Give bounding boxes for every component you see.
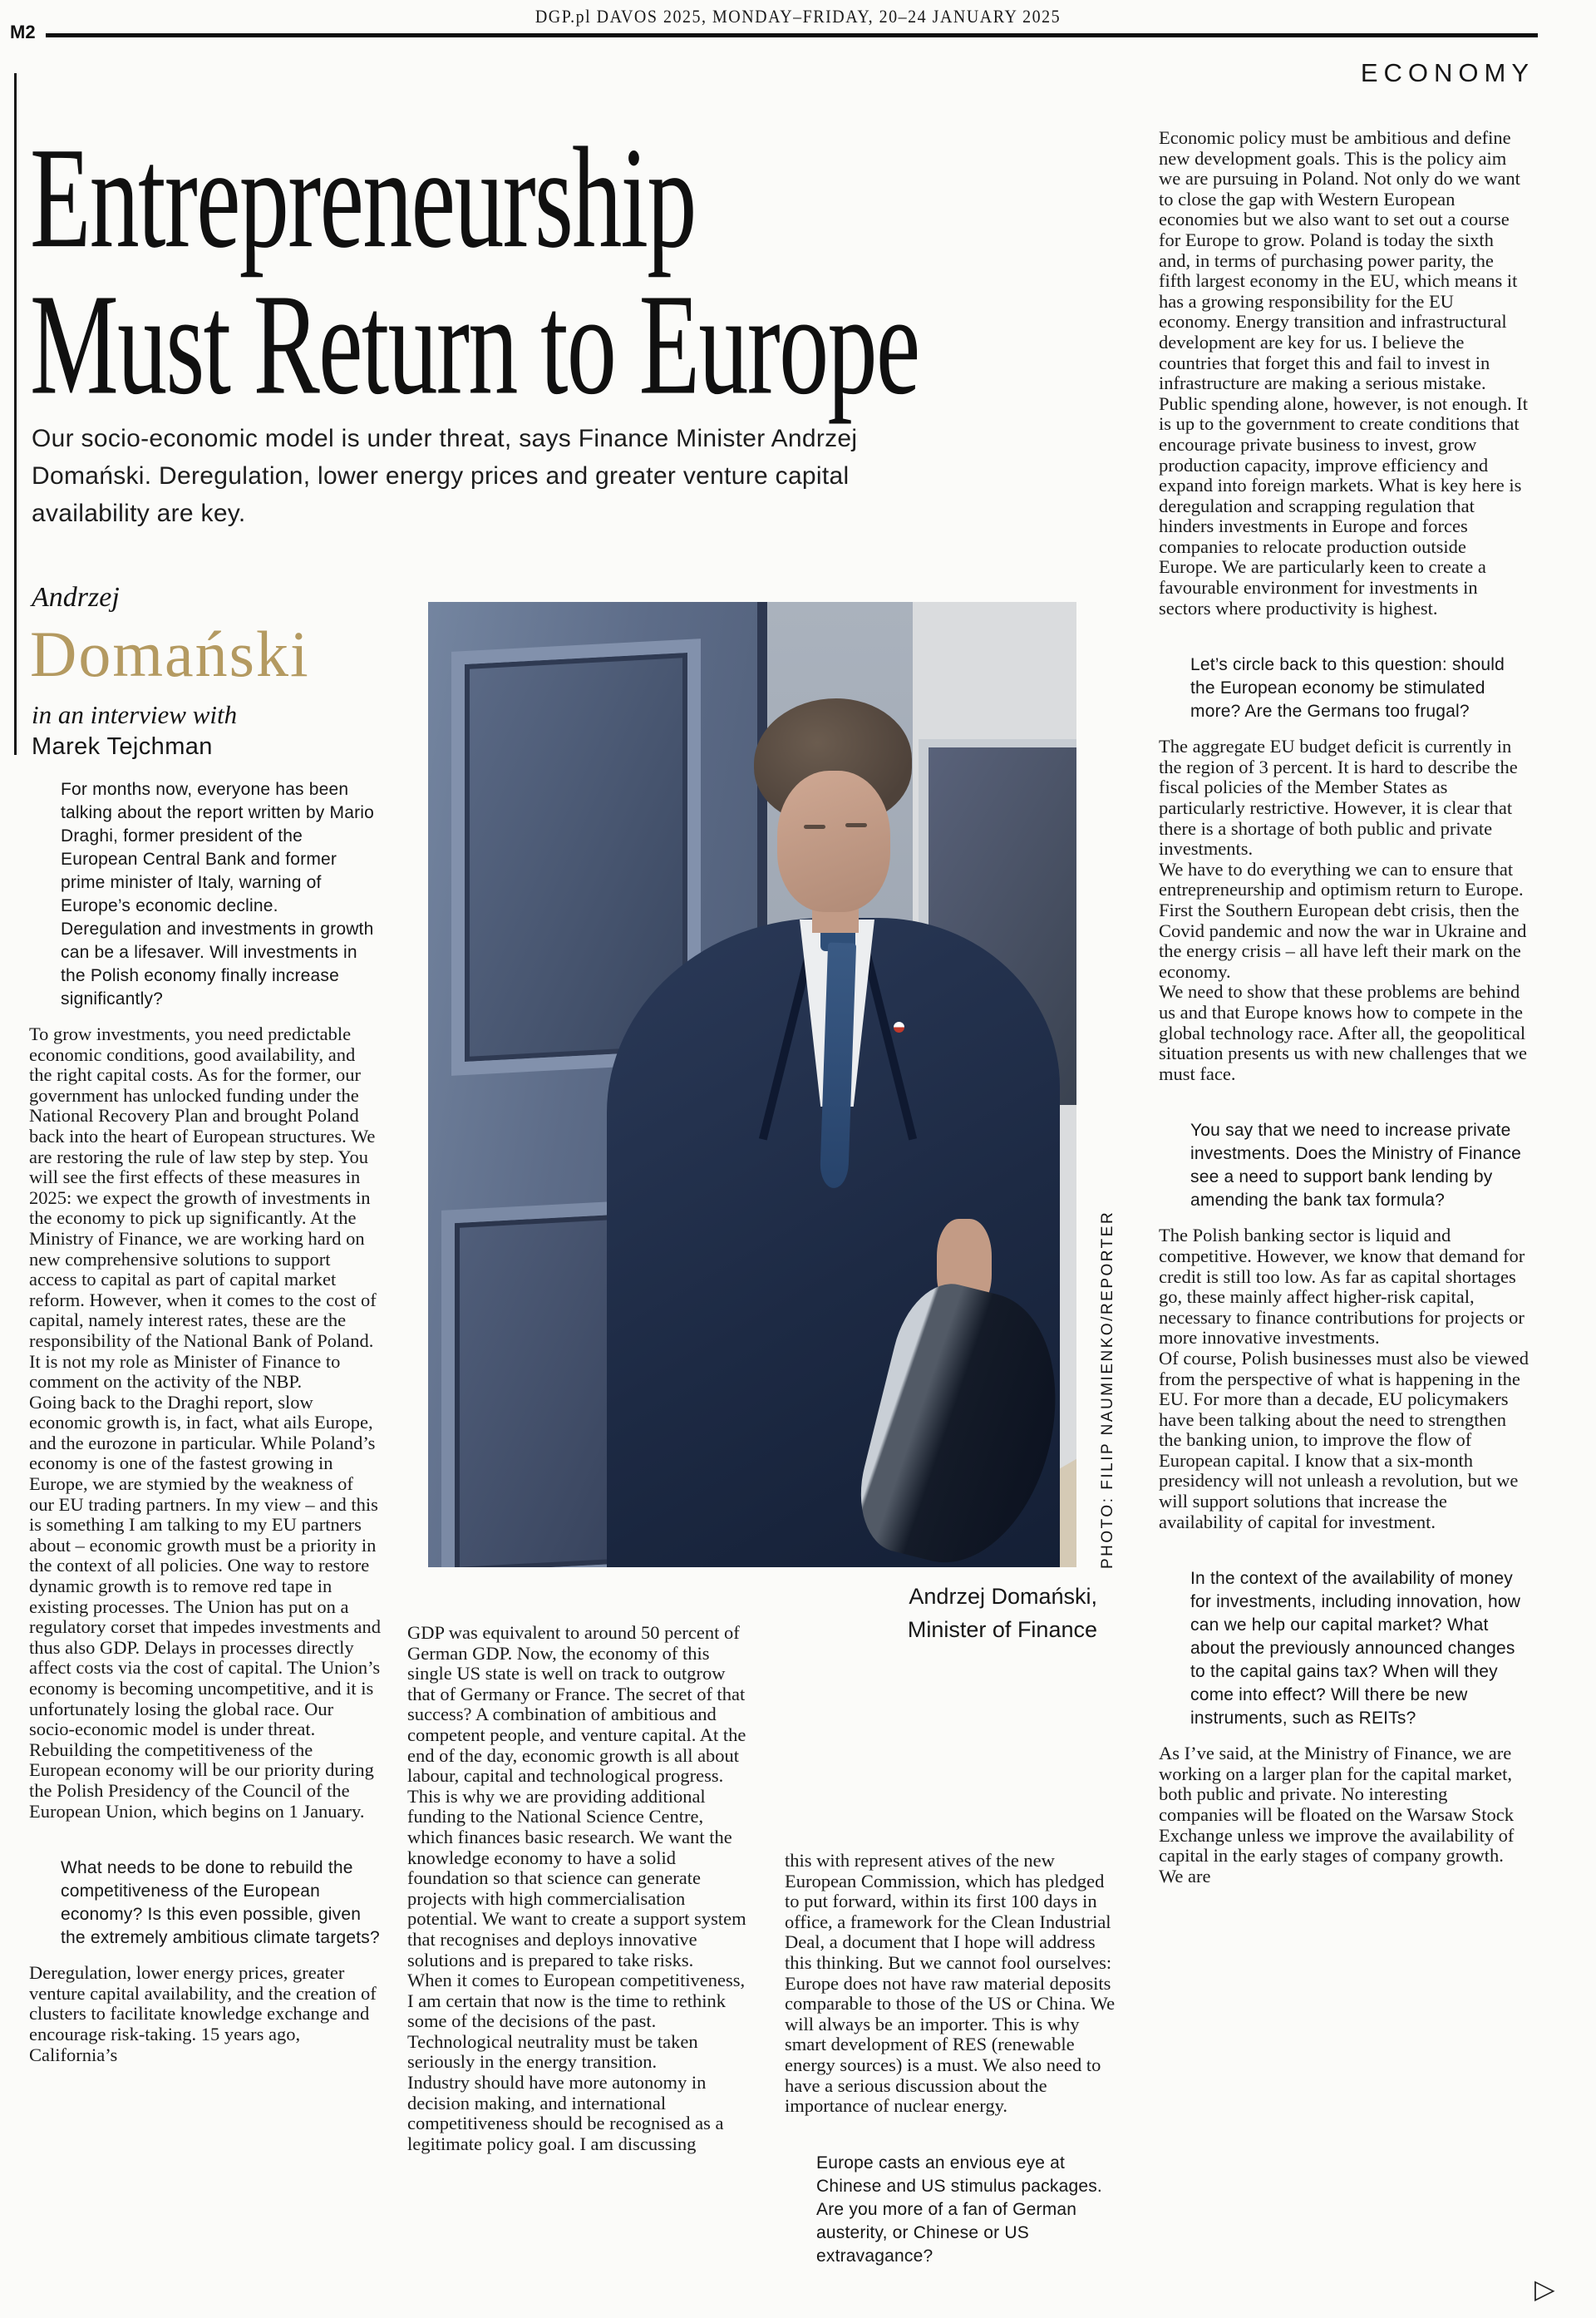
article-headline (30, 117, 961, 425)
byline-last-name: Domański (30, 618, 310, 690)
answer-paragraph: Industry should have more autonomy in decision making, and international competitiveness should be recognised as a legitimate policy goal. I am discussing (407, 2072, 724, 2154)
continuation-triangle-icon: ▷ (1534, 2273, 1555, 2305)
answer-paragraph: We have to do everything we can to ensure that entrepreneurship and optimism return to Europe. First the Southern European debt crisis, then the Covid pandemic and now the war in Ukraine and the energy crisis – all have left their mark on the economy. (1159, 858, 1527, 982)
question-paragraph: You say that we need to increase private investments. Does the Ministry of Finance see a need to support bank lending by amending the bank tax formula? (1190, 1121, 1522, 1211)
headline-line-1: Entrepreneurship (30, 117, 696, 279)
standfirst: Our socio-economic model is under threat, says Finance Minister Andrzej Domański. Deregulation, lower energy prices and greater venture capital availability are key. (32, 425, 858, 527)
photo-face (777, 771, 890, 912)
answer-paragraph: Deregulation, lower energy prices, greater venture capital availability, and the creation of clusters to facilitate knowledge exchange and encourage risk-taking. 15 years ago, California’s (29, 1962, 377, 2065)
byline-interviewer: Marek Tejchman (32, 733, 213, 760)
answer-paragraph: To grow investments, you need predictable economic conditions, good availability, and the right capital costs. As for the former, our government has unlocked funding under the National Recovery Plan and brought Poland back into the heart of European structures. We are restoring the rule of law step by step. You will see the first effects of these measures in 2025: we expect the growth of investments in the economy to pick up significantly. At the Ministry of Finance, we are working hard on new comprehensive solutions to support access to capital as part of capital market reform. However, when it comes to the cost of capital, namely interest rates, these are the responsibility of the National Bank of Poland. It is not my role as Minister of Finance to comment on the activity of the NBP. (29, 1023, 377, 1393)
byline-rule (14, 73, 17, 755)
photo-credit: PHOTO: FILIP NAUMIENKO/REPORTER (1099, 1210, 1116, 1569)
answer-paragraph: The aggregate EU budget deficit is currently in the region of 3 percent. It is hard to describe the fiscal policies of the Member States as particularly restrictive. However, it is clear that there is a shortage of both public and private investments. (1159, 736, 1518, 860)
headline-line-2: Must Return to Europe (30, 264, 919, 425)
photo-caption-line-1: Andrzej Domański, (909, 1584, 1097, 1609)
photo-lapel-pin (894, 1022, 904, 1033)
section-label: ECONOMY (1360, 58, 1534, 87)
question-paragraph: Europe casts an envious eye at Chinese and US stimulus packages. Are you more of a fan of German austerity, or Chinese or US extravagance? (816, 2153, 1102, 2266)
question-paragraph: What needs to be done to rebuild the competitiveness of the European economy? Is this even possible, given the extremely ambitious climate targets? (61, 1858, 380, 1948)
photo-brow-right (845, 823, 867, 827)
answer-paragraph: Economic policy must be ambitious and define new development goals. This is the policy aim we are pursuing in Poland. Not only do we want to close the gap with Western European economies but we also want to set out a course for Europe to grow. Poland is today the sixth and, in terms of purchasing power parity, the fifth largest economy in the EU, which means it has a growing responsibility for the EU economy. Energy transition and infrastructural development are key for us. I believe the countries that forget this and fail to invest in infrastructure are making a serious mistake. Public spending alone, however, is not enough. It is up to the government to create conditions that encourage private business to invest, grow production capacity, improve efficiency and expand into foreign markets. What is key here is deregulation and scrapping regulation that hinders investments in Europe and forces companies to relocate production outside Europe. We are particularly keen to create a favourable environment for investments in sectors where productivity is highest. (1159, 127, 1529, 619)
question-paragraph: Let’s circle back to this question: should the European economy be stimulated more? Are the Germans too frugal? (1190, 655, 1505, 722)
answer-paragraph: GDP was equivalent to around 50 percent of German GDP. Now, the economy of this single US state is well on track to outgrow that of Germany or France. The secret of that success? A combination of ambitious and competent people, and venture capital. At the end of the day, economic growth is all about labour, capital and technological progress. This is why we are providing additional funding to the National Science Centre, which finances basic research. We want the knowledge economy to have a solid foundation so that science can generate projects with high commercialisation potential. We want to create a support system that recognises and deploys innovative solutions and is prepared to take risks. (407, 1622, 746, 1970)
answer-paragraph: When it comes to European competitiveness, I am certain that now is the time to rethink some of the decisions of the past. Technological neutrality must be taken seriously in the energy transition. (407, 1970, 746, 2073)
masthead: DGP.pl DAVOS 2025, MONDAY–FRIDAY, 20–24 JANUARY 2025 (534, 7, 1062, 27)
photo-minister (428, 602, 1076, 1567)
byline-interview-label: in an interview with (32, 700, 238, 729)
column-4 (1159, 128, 1530, 1886)
photo-caption (748, 1580, 1097, 1646)
photo-brow-left (804, 825, 825, 829)
answer-paragraph: We need to show that these problems are behind us and that Europe knows how to compete in the global technology race. After all, the geopolitical situation presents us with new challenges that we must face. (1159, 981, 1528, 1084)
header-rule (46, 33, 1538, 37)
question-paragraph: In the context of the availability of money for investments, including innovation, how can we help our capital market? What about the previously announced changes to the capital gains tax? When will they come into effect? Will there be new instruments, such as REITs? (1190, 1569, 1521, 1729)
page-number: M2 (10, 22, 36, 42)
answer-paragraph: Going back to the Draghi report, slow economic growth is, in fact, what ails Europe, and the eurozone in particular. While Poland’s economy is one of the fastest growing in Europe, we are stymied by the weakness of our EU trading partners. In my view – and this is something I am talking to my EU partners about – economic growth must be a priority in the context of all policies. One way to restore dynamic growth is to remove red tape in existing processes. The Union has put on a regulatory corset that impedes investments and thus also GDP. Delays in processes directly affect costs via the cost of capital. The Union’s economy is becoming uncompetitive, and it is unfortunately losing the global race. Our socio-economic model is under threat. Rebuilding the competitiveness of the European economy will be our priority during the Polish Presidency of the Council of the European Union, which begins on 1 January. (29, 1391, 382, 1822)
column-3 (785, 1851, 1117, 2281)
answer-paragraph: The Polish banking sector is liquid and competitive. However, we know that demand for credit is still too low. As far as capital shortages go, these mainly affect higher-risk capital, necessary to finance contributions for projects or more innovative investments. (1159, 1225, 1525, 1349)
column-2 (407, 1623, 748, 2154)
answer-paragraph: As I’ve said, at the Ministry of Finance, we are working on a larger plan for the capital market, both public and private. No interesting companies will be floated on the Warsaw Stock Exchange unless we improve the availability of capital in the early stages of company growth. We are (1159, 1743, 1515, 1886)
column-1 (29, 778, 382, 2065)
answer-paragraph: this with represent atives of the new European Commission, which has pledged to put forward, within its first 100 days in office, a framework for the Clean Industrial Deal, a document that I hope will address this thinking. But we cannot fool ourselves: Europe does not have raw material deposits comparable to those of the US or China. We will always be an importer. This is why smart development of RES (renewable energy sources) is a must. We also need to have a serious discussion about the importance of nuclear energy. (785, 1850, 1116, 2117)
question-paragraph: For months now, everyone has been talking about the report written by Mario Draghi, former president of the European Central Bank and former prime minister of Italy, warning of Europe’s economic decline. Deregulation and investments in growth can be a lifesaver. Will investments in the Polish economy finally increase significantly? (61, 780, 375, 1009)
answer-paragraph: Of course, Polish businesses must also be viewed from the perspective of what is happening in the EU. For more than a decade, EU policymakers have been talking about the need to strengthen the banking union, to improve the flow of European capital. I know that a six-month presidency will not unleash a revolution, but we will support solutions that increase the availability of capital for investment. (1159, 1347, 1529, 1532)
photo-caption-line-2: Minister of Finance (907, 1617, 1097, 1642)
byline-first-name: Andrzej (32, 582, 120, 613)
